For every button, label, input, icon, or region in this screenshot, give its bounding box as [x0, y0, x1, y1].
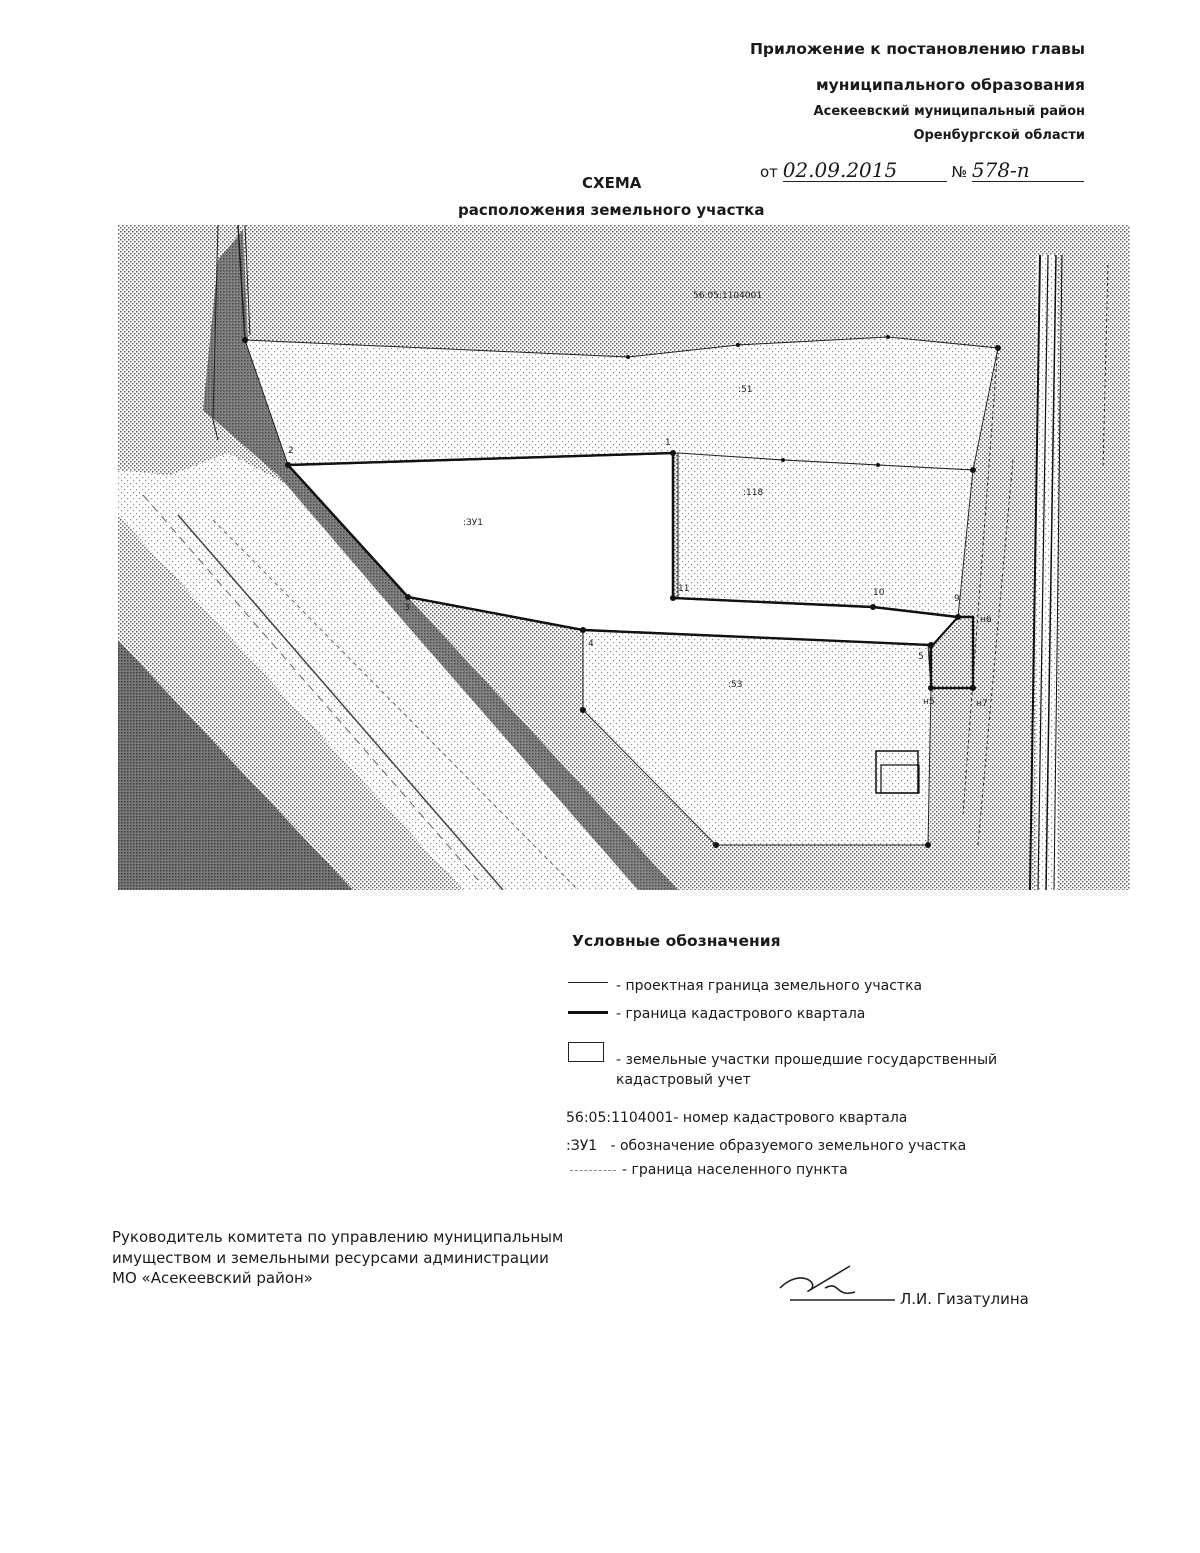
header-line-3: Асекеевский муниципальный район	[813, 104, 1085, 119]
parcel-label-51: :51	[738, 385, 753, 395]
point-label: 1	[665, 438, 671, 448]
point-label: 5	[918, 652, 924, 662]
legend-swatch-quarter-boundary	[568, 1011, 608, 1014]
position-line-3: МО «Асекеевский район»	[112, 1269, 313, 1288]
point-label: н7	[976, 699, 988, 709]
point-label: 10	[873, 588, 885, 598]
parcel-51	[245, 337, 998, 470]
quarter-label: 56:05:1104001	[693, 291, 763, 301]
scheme-title: СХЕМА	[582, 174, 642, 192]
legend-title: Условные обозначения	[572, 932, 781, 950]
point-label: 2	[288, 446, 294, 456]
signatory-position	[112, 1227, 563, 1289]
header-line-1: Приложение к постановлению главы	[749, 40, 1085, 58]
parcel-label-zu1: :ЗУ1	[463, 518, 484, 528]
header-line-4: Оренбургской области	[913, 128, 1085, 143]
position-line-2: имуществом и земельными ресурсами администрации	[112, 1248, 549, 1267]
header-line-2: муниципального образования	[816, 76, 1085, 94]
point-label: н6	[980, 615, 992, 625]
legend-item-zu1: :ЗУ1 - обозначение образуемого земельного участка	[566, 1138, 967, 1154]
parcel-label-53: :53	[728, 680, 743, 690]
point-label: 3	[404, 603, 410, 613]
signatory-name: Л.И. Гизатулина	[900, 1290, 1029, 1308]
legend-swatch-project-boundary	[568, 982, 608, 983]
point-label: н5	[923, 697, 935, 707]
number-prefix: №	[951, 163, 968, 181]
legend-item-settlement-boundary: - граница населенного пункта	[622, 1162, 848, 1178]
legend-swatch-settlement-boundary	[570, 1170, 616, 1171]
date-prefix: от	[760, 163, 778, 181]
decree-date: 02.09.2015	[783, 160, 947, 182]
legend-swatch-registered-parcels	[568, 1042, 604, 1062]
decree-date-number	[760, 160, 1084, 182]
position-line-1: Руководитель комитета по управлению муниципальным	[112, 1228, 564, 1246]
point-label: 11	[678, 584, 690, 594]
parcel-label-118: :118	[743, 488, 764, 498]
parcel-118	[678, 453, 973, 617]
handwritten-signature	[770, 1258, 900, 1308]
point-label: 9	[954, 594, 960, 604]
legend-item-quarter-boundary: - граница кадастрового квартала	[616, 1006, 866, 1022]
cadastral-map	[118, 225, 1130, 890]
scheme-subtitle: расположения земельного участка	[458, 201, 765, 219]
legend-item-registered-parcels: - земельные участки прошедшие государственный кадастровый учет	[616, 1052, 998, 1089]
legend-item-project-boundary: - проектная граница земельного участка	[616, 978, 923, 994]
decree-number: 578-п	[972, 160, 1084, 182]
legend-item-quarter-number: 56:05:1104001- номер кадастрового квартала	[566, 1110, 908, 1126]
point-label: 4	[588, 639, 594, 649]
